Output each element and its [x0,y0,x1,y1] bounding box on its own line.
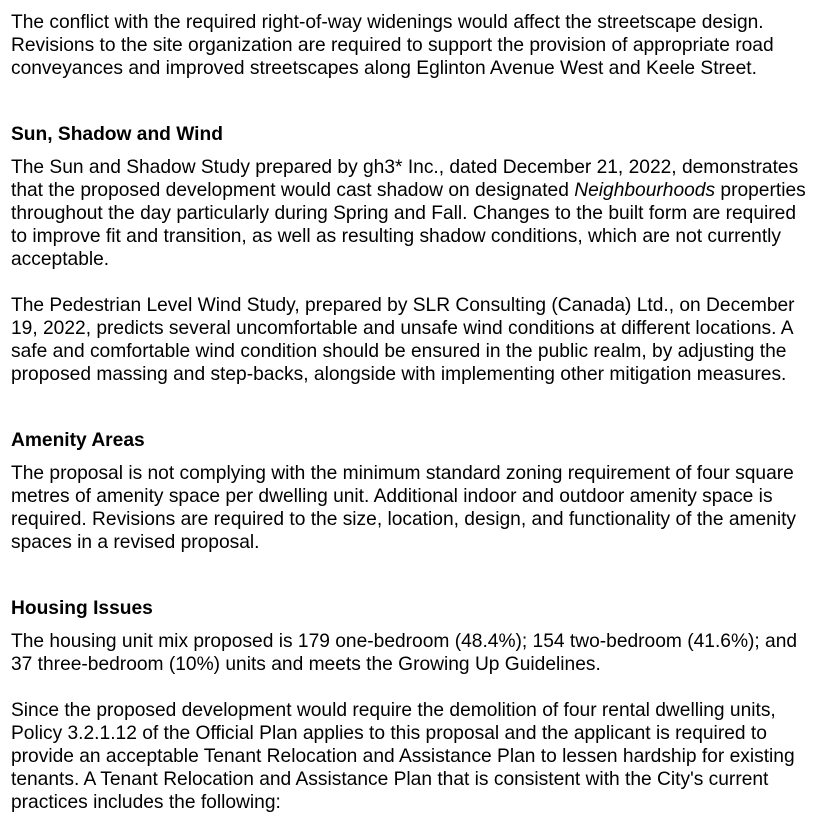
heading-housing-issues: Housing Issues [11,598,153,619]
wind-study-paragraph: The Pedestrian Level Wind Study, prepared by SLR Consulting (Canada) Ltd., on December 19, 2022, predicts several uncomfortable and unsafe wind conditions at different locations. A safe and comfortable wind condition should be ensured in the public realm, by adjusting the proposed massing and step-backs, alongside with implementing other mitigation measures. [11,295,795,385]
tenant-relocation-paragraph: Since the proposed development would require the demolition of four rental dwelling units, Policy 3.2.1.12 of the Official Plan applies to this proposal and the applicant is required to provide an acceptable Tenant Relocation and Assistance Plan to lessen hardship for existing tenants. A Tenant Relocation and Assistance Plan that is consistent with the City's current practices includes the following: [11,700,795,813]
intro-paragraph: The conflict with the required right-of-way widenings would affect the streetscape design. Revisions to the site organization are required to support the provision of appropriate road conveyances and improved streetscapes along Eglinton Avenue West and Keele Street. [11,12,774,79]
neighbourhoods-italic: Neighbourhoods [574,180,716,201]
amenity-paragraph: The proposal is not complying with the minimum standard zoning requirement of four square metres of amenity space per dwelling unit. Additional indoor and outdoor amenity space is required. Revisions are required to the size, location, design, and functionality of the amenity spaces in a revised proposal. [11,463,797,553]
sun-shadow-text-1: The Sun and Shadow Study prepared by gh3* Inc., dated December 21, 2022, demonstrates that the proposed development would cast shadow on designated [11,157,799,201]
document-page [11,11,811,814]
sun-shadow-text-2: properties throughout the day particularly during Spring and Fall. Changes to the built form are required to improve fit and transition, as well as resulting shadow conditions, which are not currently acceptable. [11,180,806,270]
heading-amenity-areas: Amenity Areas [11,430,145,451]
housing-mix-paragraph: The housing unit mix proposed is 179 one-bedroom (48.4%); 154 two-bedroom (41.6%); and 37 three-bedroom (10%) units and meets the Growing Up Guidelines. [11,631,798,675]
sun-shadow-paragraph [11,156,811,271]
heading-sun-shadow-wind: Sun, Shadow and Wind [11,124,223,145]
